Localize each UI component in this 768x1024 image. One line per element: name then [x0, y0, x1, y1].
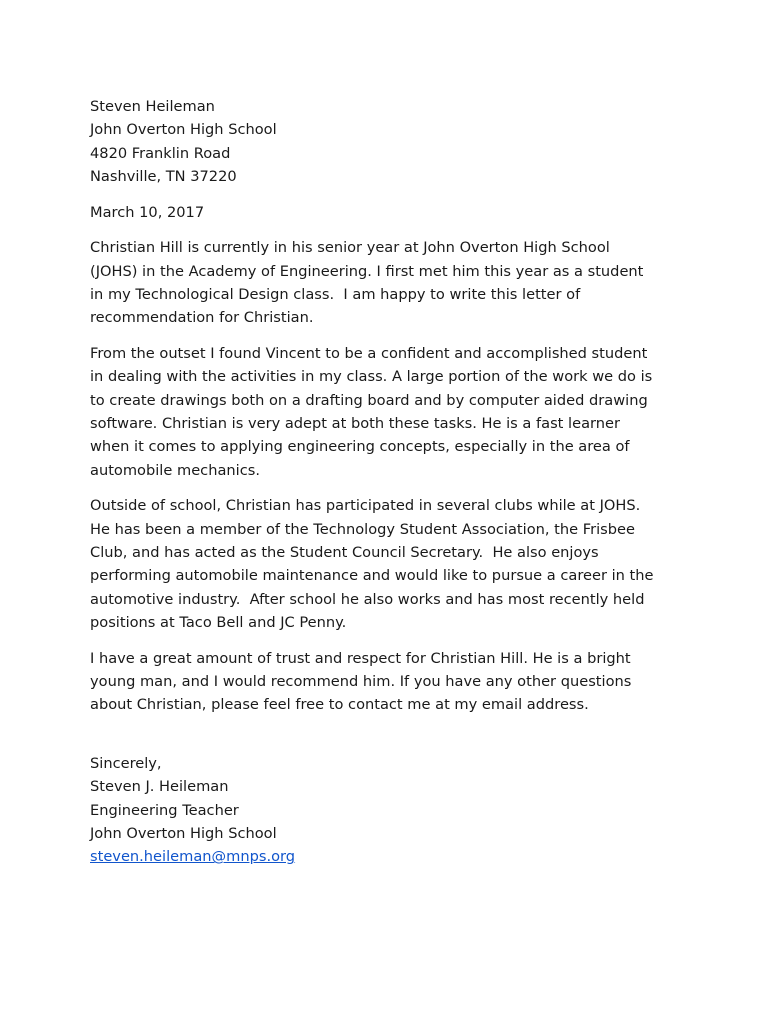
paragraph-line: software. Christian is very adept at both these tasks. He is a fast learner — [90, 415, 620, 433]
paragraph-line: Christian Hill is currently in his senior year at John Overton High School — [90, 239, 610, 257]
paragraph-line: (JOHS) in the Academy of Engineering. I first met him this year as a student — [90, 262, 644, 280]
body-paragraph — [90, 647, 690, 717]
email-link[interactable]: steven.heileman@mnps.org — [90, 848, 296, 866]
signature-block — [90, 752, 690, 868]
sender-address-block — [90, 95, 690, 188]
paragraph-line: to create drawings both on a drafting board and by computer aided drawing — [90, 391, 648, 409]
paragraph-line: He has been a member of the Technology Student Association, the Frisbee — [90, 520, 635, 538]
signer-title: Engineering Teacher — [90, 801, 239, 819]
paragraph-line: automotive industry. After school he also works and has most recently held — [90, 590, 645, 608]
signer-name: Steven J. Heileman — [90, 778, 229, 796]
paragraph-line: From the outset I found Vincent to be a confident and accomplished student — [90, 345, 648, 363]
paragraph-line: Club, and has acted as the Student Council Secretary. He also enjoys — [90, 544, 599, 562]
letter-date: March 10, 2017 — [90, 203, 205, 221]
letter-page — [90, 95, 690, 869]
paragraph-line: positions at Taco Bell and JC Penny. — [90, 613, 347, 631]
sender-school: John Overton High School — [90, 121, 277, 139]
body-paragraph — [90, 342, 690, 482]
paragraph-line: automobile mechanics. — [90, 461, 260, 479]
paragraph-line: Outside of school, Christian has participated in several clubs while at JOHS. — [90, 497, 641, 515]
paragraph-line: performing automobile maintenance and would like to pursue a career in the — [90, 567, 654, 585]
closing-salutation: Sincerely, — [90, 755, 162, 773]
paragraph-line: young man, and I would recommend him. If you have any other questions — [90, 673, 632, 691]
sender-city: Nashville, TN 37220 — [90, 167, 237, 185]
letter-date-block — [90, 201, 690, 224]
sender-name: Steven Heileman — [90, 98, 215, 115]
signer-school: John Overton High School — [90, 825, 277, 843]
sender-street: 4820 Franklin Road — [90, 144, 231, 162]
body-paragraph — [90, 494, 690, 634]
letter-body — [90, 236, 690, 716]
paragraph-line: recommendation for Christian. — [90, 309, 314, 327]
body-paragraph — [90, 236, 690, 329]
paragraph-line: about Christian, please feel free to contact me at my email address. — [90, 696, 589, 714]
paragraph-line: in my Technological Design class. I am happy to write this letter of — [90, 286, 581, 304]
paragraph-line: in dealing with the activities in my class. A large portion of the work we do is — [90, 368, 653, 386]
paragraph-line: when it comes to applying engineering concepts, especially in the area of — [90, 438, 630, 456]
paragraph-line: I have a great amount of trust and respect for Christian Hill. He is a bright — [90, 649, 631, 667]
